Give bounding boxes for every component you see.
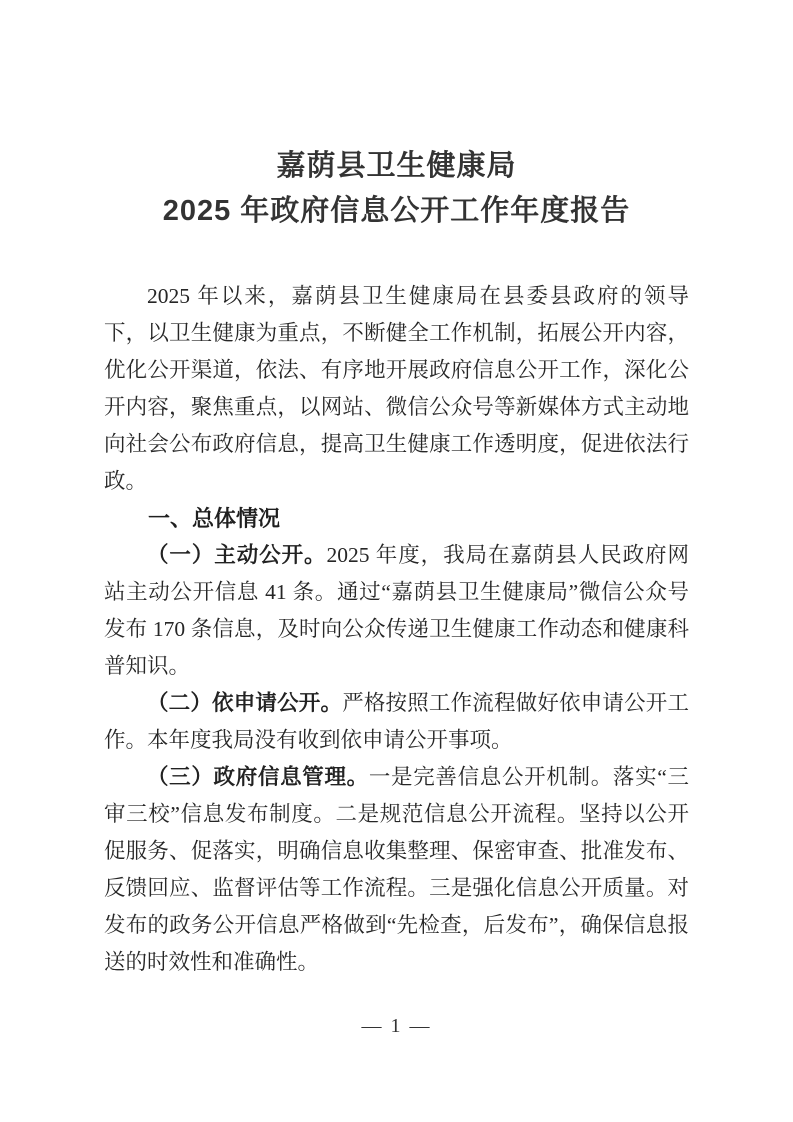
subsection-label-proactive-disclosure: （一）主动公开。 bbox=[147, 543, 327, 567]
subsection-text-disclosure-on-request: 严格按照工作流程做好依申请公开工作。本年度我局没有收到依申请公开事项。 bbox=[104, 691, 689, 752]
subsection-paragraph-disclosure-on-request bbox=[104, 685, 689, 759]
subsection-paragraph-proactive-disclosure bbox=[104, 537, 689, 685]
subsection-label-information-management: （三）政府信息管理。 bbox=[147, 765, 369, 789]
document-body bbox=[0, 278, 793, 981]
document-title-line1: 嘉荫县卫生健康局 bbox=[276, 150, 517, 182]
subsection-label-disclosure-on-request: （二）依申请公开。 bbox=[147, 691, 343, 715]
document-title-line2: 2025 年政府信息公开工作年度报告 bbox=[162, 195, 631, 227]
document-title bbox=[0, 0, 793, 234]
subsection-paragraph-information-management bbox=[104, 759, 689, 981]
intro-paragraph: 2025 年以来，嘉荫县卫生健康局在县委县政府的领导下，以卫生健康为重点，不断健全工作机制，拓展公开内容，优化公开渠道，依法、有序地开展政府信息公开工作，深化公开内容，聚焦重点，以网站、微信公众号等新媒体方式主动地向社会公布政府信息，提高卫生健康工作透明度，促进依法行政。 bbox=[104, 284, 689, 493]
page-number: — 1 — bbox=[361, 1015, 432, 1037]
section-heading-overview: 一、总体情况 bbox=[148, 506, 281, 531]
subsection-text-proactive-disclosure: 2025 年度，我局在嘉荫县人民政府网站主动公开信息 41 条。通过“嘉荫县卫生健康局”微信公众号发布 170 条信息，及时向公众传递卫生健康工作动态和健康科普知识。 bbox=[104, 543, 689, 678]
subsection-text-information-management: 一是完善信息公开机制。落实“三审三校”信息发布制度。二是规范信息公开流程。坚持以公开促服务、促落实，明确信息收集整理、保密审查、批准发布、反馈回应、监督评估等工作流程。三是强化信息公开质量。对发布的政务公开信息严格做到“先检查，后发布”，确保信息报送的时效性和准确性。 bbox=[104, 765, 689, 974]
